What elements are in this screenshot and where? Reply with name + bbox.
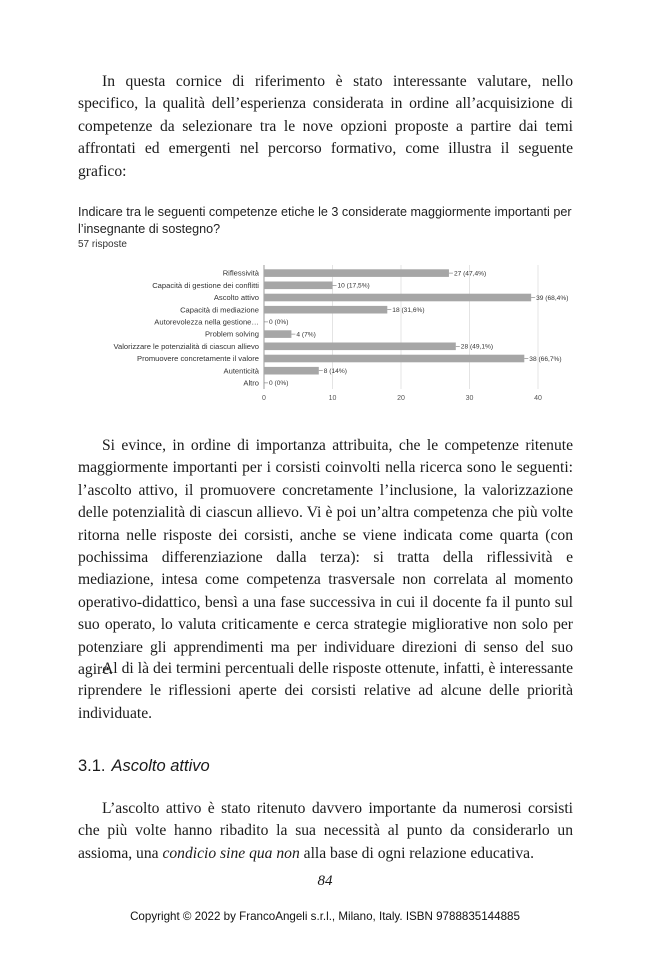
chart-header xyxy=(78,204,573,252)
latin-phrase: condicio sine qua non xyxy=(162,844,300,862)
copyright-notice: Copyright © 2022 by FrancoAngeli s.r.l., Milano, Italy. ISBN 9788835144885 xyxy=(130,910,520,923)
analysis-paragraph: Si evince, in ordine di importanza attribuita, che le competenze ritenute maggiormente importanti per i corsisti coinvolti nella ricerca sono le seguenti: l’ascolto attivo, il promuovere concretamente l’inclusione, la valorizzazione delle potenzialità di ciascun allievo. Vi è poi un’altra competenza che più volte ritorna nelle risposte dei corsisti, anche se viene indicata come quarta (con pochissima differenziazione dalla terza): si tratta della riflessività e mediazione, intesa come competenza trasversale non correlata al momento operativo-didattico, bensì a una fase successiva in cui il docente fa il punto sul suo operato, lo valuta criticamente e cerca strategie migliorative non solo per potenziare gli apprendimenti ma per individuare direzioni di senso del suo agire. xyxy=(78,437,573,679)
data-label: 27 (47,4%) xyxy=(453,270,487,278)
chart-question: Indicare tra le seguenti competenze etiche le 3 considerate maggiormente importanti per l’insegnante di sostegno? xyxy=(78,205,572,236)
chart-response-count: 57 risposte xyxy=(78,239,127,250)
competences-bar-chart xyxy=(74,260,574,402)
data-label: 18 (31,6%) xyxy=(392,307,425,314)
category-label: Autorevolezza nella gestione… xyxy=(154,317,259,327)
bar xyxy=(264,367,319,375)
section-title: Ascolto attivo xyxy=(111,757,210,775)
category-label: Ascolto attivo xyxy=(213,293,259,303)
bar xyxy=(264,294,531,302)
paragraph-text: L’ascolto attivo è stato ritenuto davvero importante da numerosi corsisti che più volte hanno ribadito la sua necessità al punto da considerarlo un assioma, una xyxy=(78,800,573,862)
data-label: 39 (68,4%) xyxy=(536,294,569,302)
data-label: 10 (17,5%) xyxy=(337,282,370,290)
x-tick-label-0: 0 xyxy=(262,395,266,402)
x-tick-label-1: 10 xyxy=(328,395,337,402)
x-tick-label-4: 40 xyxy=(534,395,542,402)
category-label: Problem solving xyxy=(204,329,259,339)
category-label: Promuovere concretamente il valore xyxy=(137,354,259,364)
x-tick-label-2: 20 xyxy=(397,395,405,402)
x-tick-label-3: 30 xyxy=(465,395,474,402)
bar xyxy=(264,269,449,277)
data-label: 0 (0%) xyxy=(269,319,289,327)
bar xyxy=(264,355,524,363)
data-label: 38 (66,7%) xyxy=(529,355,562,363)
section-number: 3.1. xyxy=(78,757,106,775)
bar xyxy=(264,343,456,351)
bar xyxy=(264,330,291,338)
category-label: Capacità di gestione dei conflitti xyxy=(152,280,259,290)
data-label: 8 (14%) xyxy=(323,368,347,375)
reflection-paragraph: Al di là dei termini percentuali delle risposte ottenute, infatti, è interessante riprendere le riflessioni aperte dei corsisti relative ad alcune delle priorità individuate. xyxy=(78,660,573,722)
section-heading xyxy=(78,756,210,776)
bar xyxy=(264,282,333,290)
data-label: 0 (0%) xyxy=(269,380,289,388)
category-label: Riflessività xyxy=(222,268,259,278)
data-label: 28 (49,1%) xyxy=(460,343,494,351)
page-number: 84 xyxy=(317,873,333,889)
category-label: Valorizzare le potenzialità di ciascun allievo xyxy=(113,341,259,351)
category-label: Capacità di mediazione xyxy=(180,305,259,315)
paragraph-text-end: alla base di ogni relazione educativa. xyxy=(299,844,534,862)
data-label: 4 (7%) xyxy=(296,331,316,339)
active-listening-paragraph xyxy=(78,798,573,865)
category-label: Altro xyxy=(243,378,259,388)
category-label: Autenticità xyxy=(223,366,259,376)
intro-paragraph: In questa cornice di riferimento è stato interessante valutare, nello specifico, la qualità dell’esperienza considerata in ordine all’acquisizione di competenze da selezionare tra le nove opzioni proposte a partire dai temi affrontati ed emergenti nel percorso formativo, come illustra il seguente grafico: xyxy=(78,73,573,180)
bar xyxy=(264,306,387,314)
